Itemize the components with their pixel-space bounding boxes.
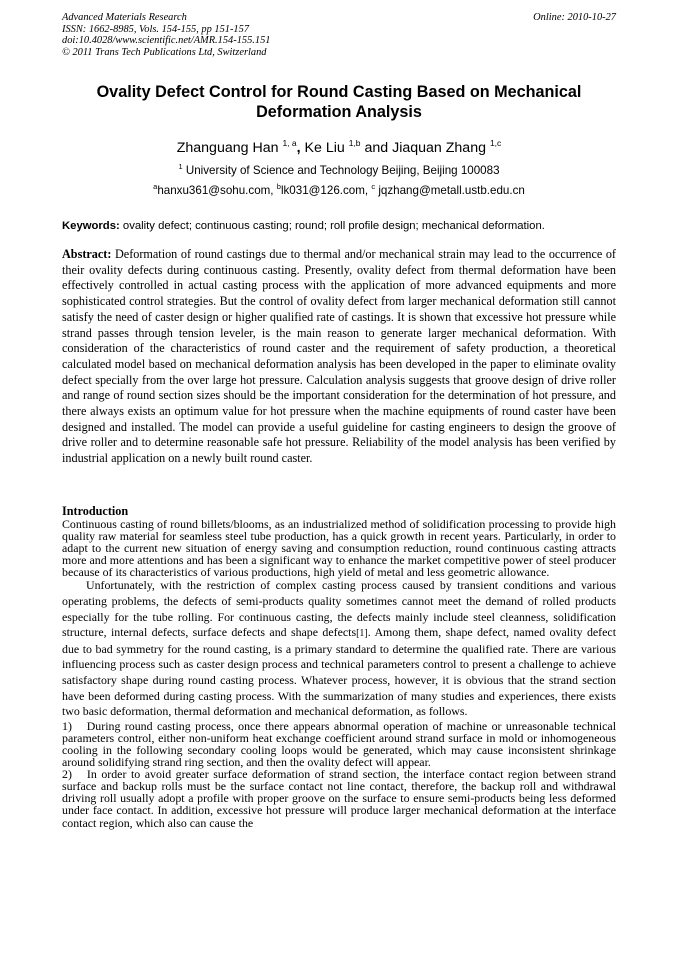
paragraph: Continuous casting of round billets/blooms, as an industrialized method of solidification processing to provide high quality raw material for seamless steel tube production, has a quick growth in recent years. Particularly, in order to adapt to the current new situation of energy saving and consumption reduction, round continuous casting attracts more and more attentions and has been a significant way to enhance the market competitive power of steel producer because of its characteristics of various productions, high yield of metal and less geometric allowance.: [62, 517, 616, 580]
paper-title: Ovality Defect Control for Round Casting Based on Mechanical Deformation Analysis: [96, 83, 582, 121]
email-superscript: b: [276, 182, 281, 191]
abstract-label: Abstract:: [62, 247, 112, 261]
issn-line: ISSN: 1662-8985, Vols. 154-155, pp 151-157: [62, 23, 250, 35]
affiliation-text: University of Science and Technology Beijing, Beijing 100083: [185, 164, 500, 177]
introduction-body: [62, 518, 616, 829]
author-separator: ,: [296, 140, 301, 156]
email-link[interactable]: jqzhang@metall.ustb.edu.cn: [378, 184, 525, 197]
abstract-text: Deformation of round castings due to thermal and/or mechanical strain may lead to the occurrence of their ovality defects during continuous casting. Presently, ovality defect from thermal deformation have been effectively controlled in actual casting process with the application of more advanced equipments and more sophisticated control strategies. But the control of ovality defect from larger mechanical deformation still cannot satisfy the need of caster design or higher qualified rate of castings. It is shown that excessive hot pressure while strand passes through tension leveler, is the main reason to generate larger mechanical deformation. With consideration of the characteristics of round caster and the requirement of safety production, a theoretical calculated model based on mechanical deformation analysis has been developed in the paper to eliminate ovality defect specially from the over large hot pressure. Calculation analysis suggests that groove design of drive roller and range of round section sizes should be the important consideration for the determination of hot pressure, and there always exists an optimum value for hot pressure when the machine equipments of round caster have been designed and installed. The model can provide a useful guideline for casting engineers to design the groove of drive roller and to determine reasonable safe hot pressure. Reliability of the model analysis has been verified by industrial application on a newly built round caster.: [62, 247, 616, 466]
affiliation: [62, 160, 616, 178]
journal-name: Advanced Materials Research: [62, 12, 187, 23]
online-date: Online: 2010-10-27: [533, 12, 616, 23]
keywords: [62, 219, 616, 233]
paragraph-text: Unfortunately, with the restriction of complex casting process caused by transient conditions and various operating problems, the defects of semi-products quality sometimes cannot meet the demand of rolled products especially for the tube rolling. For continuous casting, the defects mainly include steel cleanness, solidification structure, internal defects, surface defects and shape defects: [62, 578, 616, 640]
author-superscript: 1,c: [489, 138, 502, 148]
email-link[interactable]: hanxu361@sohu.com,: [157, 184, 274, 197]
author-superscript: 1,b: [348, 138, 361, 148]
author-name: Zhanguang Han: [176, 140, 279, 156]
copyright-line: © 2011 Trans Tech Publications Ltd, Switzerland: [62, 46, 267, 58]
list-item: 1) During round casting process, once there appears abnormal operation of machine or unreasonable technical parameters control, either non-uniform heat exchange coefficient around strand surface in mold or inhomogeneous cooling in the following secondary cooling loops would be generated, which may cause inconsistent shrinkage around solidifying strand ring section, and then the ovality defect will appear.: [62, 718, 616, 770]
affiliation-superscript: 1: [178, 162, 183, 171]
paragraph-text: . Among them, shape defect, named ovality defect due to bad symmetry for the round casting, is a primary standard to determine the qualified rate. There are various influencing process such as caster design process and technical parameters control to present a challenge to achieve satisfactory shape during round casting process. Whatever process, however, it is obvious that the strand section have been deformed during casting process. With the summarization of many studies and experiences, there exists two basic deformation, thermal deformation and mechanical deformation, as follows.: [62, 625, 616, 719]
citation-link[interactable]: [1]: [356, 628, 368, 640]
author-name: Ke Liu: [304, 140, 345, 156]
list-item: 2) In order to avoid greater surface deformation of strand section, the interface contact region between strand surface and backup rolls must be the surface contact not line contact, therefore, the backup roll and withdrawal driving roll usually adopt a profile with proper groove on the surface to ensure semi-products being less deformed under face contact. In addition, excessive hot pressure will produce larger mechanical deformation at the interface contact region, which also can cause the: [62, 767, 616, 830]
author-list: [62, 134, 616, 157]
author-name: and Jiaquan Zhang: [364, 140, 486, 156]
journal-header: [62, 12, 616, 58]
keywords-text: ovality defect; continuous casting; round; roll profile design; mechanical deformation.: [122, 220, 545, 232]
keywords-label: Keywords:: [62, 220, 120, 232]
abstract: [62, 247, 616, 467]
doi-line[interactable]: doi:10.4028/www.scientific.net/AMR.154-155.151: [62, 35, 271, 46]
author-emails: [62, 180, 616, 198]
email-link[interactable]: lk031@126.com,: [280, 184, 369, 197]
author-superscript: 1, a: [282, 138, 297, 148]
section-heading: Introduction: [62, 504, 129, 518]
email-superscript: a: [153, 182, 158, 191]
email-superscript: c: [371, 182, 376, 191]
paragraph: [62, 578, 616, 719]
